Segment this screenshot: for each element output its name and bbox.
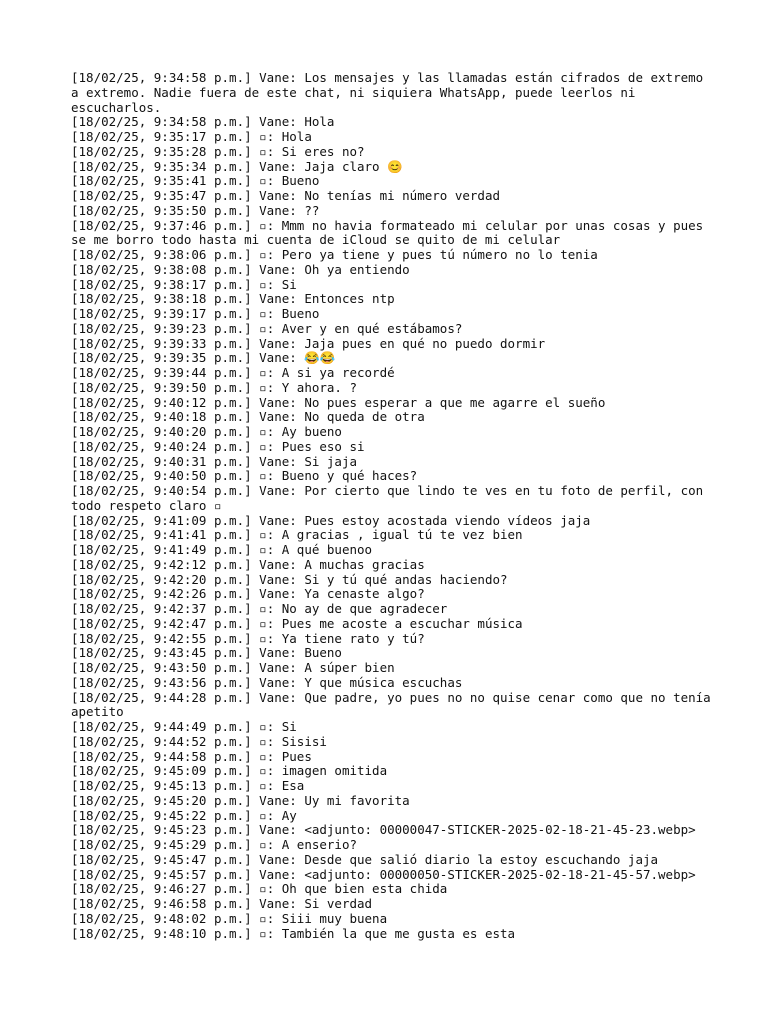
message-sender: ▫ — [259, 601, 267, 616]
message-text: Pues estoy acostada viendo vídeos jaja — [304, 512, 591, 528]
chat-message: [18/02/25, 9:40:18 p.m.] Vane: No queda de otra — [71, 409, 425, 425]
message-text: Bueno y qué haces? — [281, 468, 418, 484]
chat-message: [18/02/25, 9:35:47 p.m.] Vane: No tenías mi número verdad — [71, 188, 500, 203]
message-timestamp: [18/02/25, 9:45:57 p.m.] — [71, 866, 252, 882]
message-text: Y ahora. ? — [281, 379, 358, 395]
message-text: Si — [281, 719, 297, 734]
message-timestamp: [18/02/25, 9:42:37 p.m.] — [71, 601, 252, 616]
message-timestamp: [18/02/25, 9:42:55 p.m.] — [71, 630, 252, 646]
chat-message: [18/02/25, 9:41:41 p.m.] ▫: A gracias , igual tú te vez bien — [71, 527, 523, 543]
chat-message: [18/02/25, 9:42:26 p.m.] Vane: Ya cenaste algo? — [71, 586, 425, 602]
message-timestamp: [18/02/25, 9:34:58 p.m.] — [71, 114, 252, 130]
message-text: Pues — [281, 748, 312, 764]
message-sender: Vane — [259, 291, 290, 307]
chat-message: [18/02/25, 9:38:18 p.m.] Vane: Entonces ntp — [71, 291, 395, 307]
message-sender: Vane — [259, 822, 290, 838]
chat-message: [18/02/25, 9:45:23 p.m.] Vane: <adjunto: 00000047-STICKER-2025-02-18-21-45-23.webp> — [71, 822, 696, 838]
message-timestamp: [18/02/25, 9:42:12 p.m.] — [71, 556, 252, 572]
message-timestamp: [18/02/25, 9:48:02 p.m.] — [71, 910, 252, 926]
message-timestamp: [18/02/25, 9:46:58 p.m.] — [71, 896, 252, 911]
message-timestamp: [18/02/25, 9:38:17 p.m.] — [71, 276, 252, 292]
message-sender: Vane — [259, 586, 290, 602]
message-text: Si jaja — [304, 453, 358, 469]
message-text: Los mensajes y las llamadas están cifrados de extremo a extremo. Nadie fuera de este chat, ni siquiera WhatsApp, puede leerlos ni escucharlos. — [71, 70, 711, 115]
message-sender: ▫ — [259, 143, 267, 159]
message-sender: ▫ — [259, 129, 267, 144]
message-sender: Vane — [259, 409, 290, 425]
chat-message: [18/02/25, 9:48:02 p.m.] ▫: Siii muy buena — [71, 910, 388, 926]
chat-message: [18/02/25, 9:40:31 p.m.] Vane: Si jaja — [71, 453, 358, 469]
message-timestamp: [18/02/25, 9:38:18 p.m.] — [71, 291, 252, 307]
message-timestamp: [18/02/25, 9:44:49 p.m.] — [71, 719, 252, 734]
message-text: A qué buenoo — [281, 542, 373, 557]
message-timestamp: [18/02/25, 9:45:47 p.m.] — [71, 851, 252, 867]
message-sender: ▫ — [259, 763, 267, 779]
chat-message: [18/02/25, 9:45:09 p.m.] ▫: imagen omitida — [71, 763, 388, 779]
chat-message: [18/02/25, 9:45:47 p.m.] Vane: Desde que salió diario la estoy escuchando jaja — [71, 851, 659, 867]
message-timestamp: [18/02/25, 9:39:17 p.m.] — [71, 306, 252, 321]
message-sender: ▫ — [259, 217, 267, 233]
message-text: No ay de que agradecer — [281, 601, 448, 616]
chat-message: [18/02/25, 9:42:55 p.m.] ▫: Ya tiene rato y tú? — [71, 630, 425, 646]
message-timestamp: [18/02/25, 9:48:10 p.m.] — [71, 925, 252, 941]
chat-message: [18/02/25, 9:34:58 p.m.] Vane: Los mensajes y las llamadas están cifrados de extremo a extremo. Nadie fuera de este chat, ni siquiera WhatsApp, puede leerlos ni escucharlos. — [71, 70, 711, 115]
chat-message: [18/02/25, 9:35:41 p.m.] ▫: Bueno — [71, 173, 320, 189]
message-sender: Vane — [259, 202, 290, 218]
chat-message: [18/02/25, 9:42:20 p.m.] Vane: Si y tú qué andas haciendo? — [71, 571, 508, 587]
message-sender: Vane — [259, 674, 290, 690]
message-timestamp: [18/02/25, 9:39:33 p.m.] — [71, 335, 252, 351]
message-sender: Vane — [259, 70, 290, 85]
chat-message: [18/02/25, 9:35:50 p.m.] Vane: ?? — [71, 202, 320, 218]
message-timestamp: [18/02/25, 9:42:26 p.m.] — [71, 586, 252, 602]
chat-message: [18/02/25, 9:44:58 p.m.] ▫: Pues — [71, 748, 312, 764]
message-timestamp: [18/02/25, 9:40:50 p.m.] — [71, 468, 252, 484]
message-timestamp: [18/02/25, 9:42:20 p.m.] — [71, 571, 252, 587]
message-sender: Vane — [259, 483, 290, 498]
message-timestamp: [18/02/25, 9:41:49 p.m.] — [71, 542, 252, 557]
chat-message: [18/02/25, 9:39:33 p.m.] Vane: Jaja pues en qué no puedo dormir — [71, 335, 546, 351]
message-sender: ▫ — [259, 468, 267, 484]
message-text: No queda de otra — [304, 409, 425, 425]
chat-message: [18/02/25, 9:40:50 p.m.] ▫: Bueno y qué haces? — [71, 468, 418, 484]
chat-message: [18/02/25, 9:41:09 p.m.] Vane: Pues estoy acostada viendo vídeos jaja — [71, 512, 591, 528]
message-text: Sisisi — [281, 733, 327, 749]
message-sender: ▫ — [259, 733, 267, 749]
chat-message: [18/02/25, 9:45:13 p.m.] ▫: Esa — [71, 778, 305, 793]
message-timestamp: [18/02/25, 9:40:18 p.m.] — [71, 409, 252, 425]
chat-message: [18/02/25, 9:42:12 p.m.] Vane: A muchas gracias — [71, 556, 425, 572]
chat-message: [18/02/25, 9:39:17 p.m.] ▫: Bueno — [71, 306, 320, 321]
message-timestamp: [18/02/25, 9:40:24 p.m.] — [71, 438, 252, 454]
message-text: No pues esperar a que me agarre el sueño — [304, 394, 606, 410]
chat-message: [18/02/25, 9:40:12 p.m.] Vane: No pues esperar a que me agarre el sueño — [71, 394, 606, 410]
message-timestamp: [18/02/25, 9:43:45 p.m.] — [71, 645, 252, 661]
message-timestamp: [18/02/25, 9:38:06 p.m.] — [71, 247, 252, 262]
message-sender: ▫ — [259, 881, 267, 897]
message-text: Que padre, yo pues no no quise cenar como que no tenía apetito — [71, 689, 719, 720]
message-sender: ▫ — [259, 424, 267, 439]
message-sender: ▫ — [259, 438, 267, 454]
chat-message: [18/02/25, 9:38:08 p.m.] Vane: Oh ya entiendo — [71, 261, 410, 277]
message-timestamp: [18/02/25, 9:40:31 p.m.] — [71, 453, 252, 469]
message-sender: Vane — [259, 556, 290, 572]
message-timestamp: [18/02/25, 9:44:58 p.m.] — [71, 748, 252, 764]
message-text: Hola — [281, 129, 312, 144]
message-sender: ▫ — [259, 365, 267, 380]
message-sender: Vane — [259, 350, 290, 366]
message-timestamp: [18/02/25, 9:45:20 p.m.] — [71, 792, 252, 808]
message-sender: ▫ — [259, 748, 267, 764]
message-sender: ▫ — [259, 276, 267, 292]
chat-transcript — [71, 70, 719, 941]
message-timestamp: [18/02/25, 9:35:28 p.m.] — [71, 143, 252, 159]
message-text: Uy mi favorita — [304, 792, 410, 808]
message-timestamp: [18/02/25, 9:39:44 p.m.] — [71, 365, 252, 380]
chat-message: [18/02/25, 9:42:47 p.m.] ▫: Pues me acoste a escuchar música — [71, 615, 523, 631]
message-timestamp: [18/02/25, 9:45:29 p.m.] — [71, 837, 252, 852]
message-text: Pues me acoste a escuchar música — [281, 615, 523, 631]
message-sender: Vane — [259, 896, 290, 911]
message-text: <adjunto: 00000050-STICKER-2025-02-18-21-45-57.webp> — [304, 866, 696, 882]
message-timestamp: [18/02/25, 9:45:22 p.m.] — [71, 807, 252, 823]
message-text: Oh que bien esta chida — [281, 881, 448, 897]
chat-message: [18/02/25, 9:44:52 p.m.] ▫: Sisisi — [71, 733, 327, 749]
message-timestamp: [18/02/25, 9:40:20 p.m.] — [71, 424, 252, 439]
message-sender: ▫ — [259, 807, 267, 823]
message-text: Ay bueno — [281, 424, 342, 439]
message-sender: Vane — [259, 158, 290, 174]
chat-message: [18/02/25, 9:43:50 p.m.] Vane: A súper bien — [71, 660, 395, 675]
message-text: Si eres no? — [281, 143, 365, 159]
message-timestamp: [18/02/25, 9:40:54 p.m.] — [71, 483, 252, 498]
message-timestamp: [18/02/25, 9:45:09 p.m.] — [71, 763, 252, 779]
chat-message: [18/02/25, 9:45:22 p.m.] ▫: Ay — [71, 807, 297, 823]
message-text: A gracias , igual tú te vez bien — [281, 527, 523, 543]
message-text: Ya cenaste algo? — [304, 586, 425, 602]
message-text: Hola — [304, 114, 335, 130]
chat-message: [18/02/25, 9:38:17 p.m.] ▫: Si — [71, 276, 297, 292]
chat-message: [18/02/25, 9:48:10 p.m.] ▫: También la que me gusta es esta — [71, 925, 516, 941]
chat-message: [18/02/25, 9:34:58 p.m.] Vane: Hola — [71, 114, 335, 130]
chat-message: [18/02/25, 9:35:34 p.m.] Vane: Jaja claro 😊 — [71, 158, 403, 174]
message-sender: Vane — [259, 394, 290, 410]
chat-message: [18/02/25, 9:46:58 p.m.] Vane: Si verdad — [71, 896, 373, 911]
message-timestamp: [18/02/25, 9:39:35 p.m.] — [71, 350, 252, 366]
message-sender: Vane — [259, 335, 290, 351]
chat-message: [18/02/25, 9:35:17 p.m.] ▫: Hola — [71, 129, 312, 144]
message-sender: Vane — [259, 689, 290, 705]
message-timestamp: [18/02/25, 9:37:46 p.m.] — [71, 217, 252, 233]
message-text: imagen omitida — [281, 763, 388, 779]
message-text: Bueno — [281, 306, 320, 321]
chat-message: [18/02/25, 9:35:28 p.m.] ▫: Si eres no? — [71, 143, 365, 159]
chat-message: [18/02/25, 9:42:37 p.m.] ▫: No ay de que agradecer — [71, 601, 448, 616]
chat-message: [18/02/25, 9:40:20 p.m.] ▫: Ay bueno — [71, 424, 342, 439]
chat-message: [18/02/25, 9:45:29 p.m.] ▫: A enserio? — [71, 837, 358, 852]
message-sender: ▫ — [259, 247, 267, 262]
chat-message: [18/02/25, 9:39:35 p.m.] Vane: 😂😂 — [71, 350, 336, 366]
message-sender: Vane — [259, 792, 290, 808]
message-sender: ▫ — [259, 615, 267, 631]
message-timestamp: [18/02/25, 9:46:27 p.m.] — [71, 881, 252, 897]
message-sender: ▫ — [259, 719, 267, 734]
message-sender: ▫ — [259, 379, 267, 395]
message-sender: ▫ — [259, 306, 267, 321]
message-text: Ay — [281, 807, 297, 823]
message-timestamp: [18/02/25, 9:35:17 p.m.] — [71, 129, 252, 144]
message-text: Pues eso si — [281, 438, 365, 454]
message-sender: Vane — [259, 188, 290, 203]
message-text: A súper bien — [304, 660, 395, 675]
chat-message: [18/02/25, 9:40:54 p.m.] Vane: Por cierto que lindo te ves en tu foto de perfil, con todo respeto claro ▫ — [71, 483, 711, 513]
message-text: Bueno — [304, 645, 342, 661]
message-text: Jaja pues en qué no puedo dormir — [304, 335, 546, 351]
message-sender: ▫ — [259, 778, 267, 793]
message-timestamp: [18/02/25, 9:40:12 p.m.] — [71, 394, 252, 410]
message-timestamp: [18/02/25, 9:34:58 p.m.] — [71, 70, 252, 85]
message-text: Siii muy buena — [281, 910, 388, 926]
message-sender: ▫ — [259, 320, 267, 336]
message-timestamp: [18/02/25, 9:38:08 p.m.] — [71, 261, 252, 277]
message-text: Y que música escuchas — [304, 674, 463, 690]
message-text: También la que me gusta es esta — [281, 925, 516, 941]
message-timestamp: [18/02/25, 9:45:13 p.m.] — [71, 778, 252, 793]
message-text: 😂😂 — [304, 350, 336, 366]
chat-message: [18/02/25, 9:39:23 p.m.] ▫: Aver y en qué estábamos? — [71, 320, 463, 336]
message-text: A muchas gracias — [304, 556, 425, 572]
chat-message: [18/02/25, 9:40:24 p.m.] ▫: Pues eso si — [71, 438, 365, 454]
chat-message: [18/02/25, 9:43:56 p.m.] Vane: Y que música escuchas — [71, 674, 463, 690]
message-text: No tenías mi número verdad — [304, 188, 500, 203]
message-text: A enserio? — [281, 837, 358, 852]
message-sender: ▫ — [259, 173, 267, 189]
message-sender: Vane — [259, 645, 290, 661]
message-text: Si verdad — [304, 896, 373, 911]
message-sender: Vane — [259, 571, 290, 587]
message-timestamp: [18/02/25, 9:35:50 p.m.] — [71, 202, 252, 218]
message-sender: ▫ — [259, 925, 267, 941]
message-sender: ▫ — [259, 542, 267, 557]
chat-message: [18/02/25, 9:44:49 p.m.] ▫: Si — [71, 719, 297, 734]
message-timestamp: [18/02/25, 9:35:47 p.m.] — [71, 188, 252, 203]
message-sender: Vane — [259, 512, 290, 528]
chat-message: [18/02/25, 9:39:44 p.m.] ▫: A si ya recordé — [71, 365, 395, 380]
message-sender: ▫ — [259, 527, 267, 543]
chat-message: [18/02/25, 9:44:28 p.m.] Vane: Que padre, yo pues no no quise cenar como que no tenía apetito — [71, 689, 719, 720]
message-text: Ya tiene rato y tú? — [281, 630, 425, 646]
message-sender: ▫ — [259, 910, 267, 926]
message-text: Jaja claro 😊 — [304, 158, 403, 174]
message-sender: Vane — [259, 851, 290, 867]
message-timestamp: [18/02/25, 9:42:47 p.m.] — [71, 615, 252, 631]
chat-message: [18/02/25, 9:45:20 p.m.] Vane: Uy mi favorita — [71, 792, 410, 808]
message-text: Esa — [281, 778, 305, 793]
message-sender: Vane — [259, 114, 290, 130]
message-timestamp: [18/02/25, 9:39:50 p.m.] — [71, 379, 252, 395]
message-sender: ▫ — [259, 630, 267, 646]
message-timestamp: [18/02/25, 9:35:41 p.m.] — [71, 173, 252, 189]
chat-message: [18/02/25, 9:38:06 p.m.] ▫: Pero ya tiene y pues tú número no lo tenia — [71, 247, 598, 262]
message-timestamp: [18/02/25, 9:35:34 p.m.] — [71, 158, 252, 174]
message-text: Por cierto que lindo te ves en tu foto de perfil, con todo respeto claro ▫ — [71, 483, 711, 513]
message-timestamp: [18/02/25, 9:43:56 p.m.] — [71, 674, 252, 690]
message-timestamp: [18/02/25, 9:39:23 p.m.] — [71, 320, 252, 336]
message-text: A si ya recordé — [281, 365, 395, 380]
message-timestamp: [18/02/25, 9:41:41 p.m.] — [71, 527, 252, 543]
message-text: Oh ya entiendo — [304, 261, 410, 277]
message-timestamp: [18/02/25, 9:43:50 p.m.] — [71, 660, 252, 675]
message-timestamp: [18/02/25, 9:41:09 p.m.] — [71, 512, 252, 528]
chat-message: [18/02/25, 9:39:50 p.m.] ▫: Y ahora. ? — [71, 379, 358, 395]
chat-message: [18/02/25, 9:37:46 p.m.] ▫: Mmm no havia formateado mi celular por unas cosas y pues se me borro todo hasta mi cuenta de iCloud se quito de mi celular — [71, 217, 711, 248]
message-text: Si y tú qué andas haciendo? — [304, 571, 508, 587]
message-text: Pero ya tiene y pues tú número no lo tenia — [281, 247, 598, 262]
message-text: Mmm no havia formateado mi celular por unas cosas y pues se me borro todo hasta mi cuenta de iCloud se quito de mi celular — [71, 217, 711, 248]
message-timestamp: [18/02/25, 9:45:23 p.m.] — [71, 822, 252, 838]
chat-message: [18/02/25, 9:41:49 p.m.] ▫: A qué buenoo — [71, 542, 373, 557]
chat-message: [18/02/25, 9:46:27 p.m.] ▫: Oh que bien esta chida — [71, 881, 448, 897]
message-text: Bueno — [281, 173, 320, 189]
message-text: Desde que salió diario la estoy escuchando jaja — [304, 851, 659, 867]
message-text: Entonces ntp — [304, 291, 395, 307]
chat-message: [18/02/25, 9:43:45 p.m.] Vane: Bueno — [71, 645, 342, 661]
chat-message: [18/02/25, 9:45:57 p.m.] Vane: <adjunto: 00000050-STICKER-2025-02-18-21-45-57.webp> — [71, 866, 696, 882]
message-sender: Vane — [259, 261, 290, 277]
message-timestamp: [18/02/25, 9:44:52 p.m.] — [71, 733, 252, 749]
message-sender: ▫ — [259, 837, 267, 852]
message-sender: Vane — [259, 453, 290, 469]
message-sender: Vane — [259, 660, 290, 675]
message-text: <adjunto: 00000047-STICKER-2025-02-18-21-45-23.webp> — [304, 822, 696, 838]
message-text: ?? — [304, 202, 320, 218]
message-text: Aver y en qué estábamos? — [281, 320, 463, 336]
message-timestamp: [18/02/25, 9:44:28 p.m.] — [71, 689, 252, 705]
message-sender: Vane — [259, 866, 290, 882]
message-text: Si — [281, 276, 297, 292]
